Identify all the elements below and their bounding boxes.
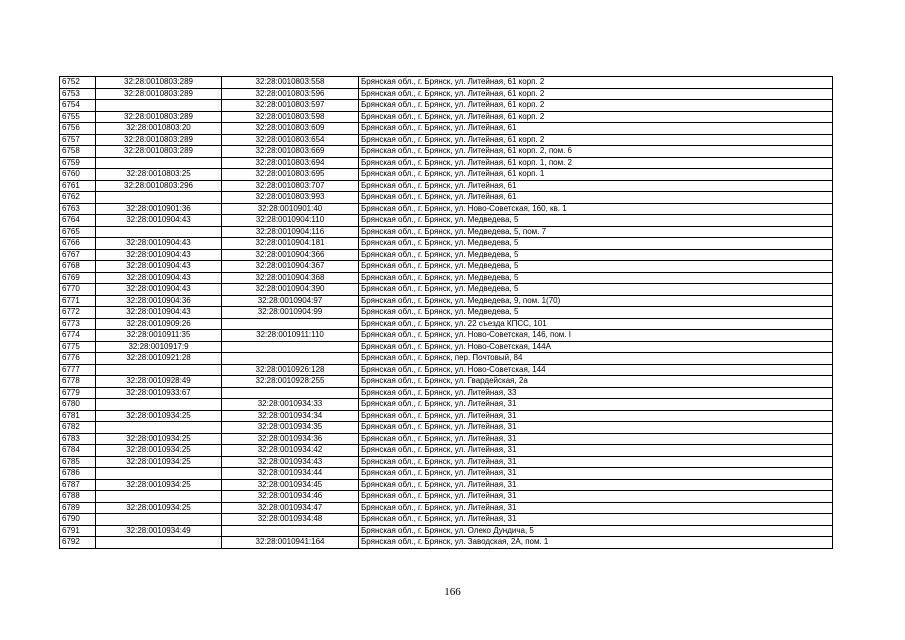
- row-number-cell: 6791: [60, 525, 96, 537]
- address-cell: Брянская обл., г. Брянск, ул. 22 съезда КПСС, 101: [359, 318, 833, 330]
- cadastral-number-cell: 32:28:0010904:390: [222, 284, 359, 296]
- parent-cadastral-number-cell: 32:28:0010911:35: [96, 330, 222, 342]
- address-cell: Брянская обл., г. Брянск, ул. Медведева, 5: [359, 215, 833, 227]
- cadastral-number-cell: 32:28:0010803:598: [222, 111, 359, 123]
- cadastral-number-cell: 32:28:0010803:654: [222, 134, 359, 146]
- row-number-cell: 6765: [60, 226, 96, 238]
- address-cell: Брянская обл., г. Брянск, ул. Медведева, 5: [359, 249, 833, 261]
- parent-cadastral-number-cell: [96, 226, 222, 238]
- address-cell: Брянская обл., г. Брянск, ул. Литейная, 61 корп. 2: [359, 77, 833, 89]
- table-row: [60, 249, 833, 261]
- row-number-cell: 6757: [60, 134, 96, 146]
- row-number-cell: 6777: [60, 364, 96, 376]
- table-row: [60, 491, 833, 503]
- parent-cadastral-number-cell: 32:28:0010803:20: [96, 123, 222, 135]
- cadastral-number-cell: 32:28:0010934:43: [222, 456, 359, 468]
- address-cell: Брянская обл., г. Брянск, ул. Литейная, 31: [359, 410, 833, 422]
- table-row: [60, 203, 833, 215]
- cadastral-number-cell: 32:28:0010803:558: [222, 77, 359, 89]
- row-number-cell: 6783: [60, 433, 96, 445]
- address-cell: Брянская обл., г. Брянск, ул. Литейная, 61 корп. 1: [359, 169, 833, 181]
- address-cell: Брянская обл., г. Брянск, ул. Медведева, 5: [359, 261, 833, 273]
- cadastral-number-cell: [222, 318, 359, 330]
- address-cell: Брянская обл., г. Брянск, ул. Литейная, 61: [359, 180, 833, 192]
- table-row: [60, 341, 833, 353]
- cadastral-number-cell: 32:28:0010934:48: [222, 514, 359, 526]
- parent-cadastral-number-cell: 32:28:0010928:49: [96, 376, 222, 388]
- row-number-cell: 6789: [60, 502, 96, 514]
- cadastral-number-cell: 32:28:0010904:367: [222, 261, 359, 273]
- row-number-cell: 6779: [60, 387, 96, 399]
- row-number-cell: 6784: [60, 445, 96, 457]
- row-number-cell: 6764: [60, 215, 96, 227]
- cadastral-number-cell: [222, 387, 359, 399]
- address-cell: Брянская обл., г. Брянск, ул. Медведева, 5: [359, 238, 833, 250]
- table-row: [60, 215, 833, 227]
- cadastral-number-cell: 32:28:0010803:669: [222, 146, 359, 158]
- cadastral-number-cell: 32:28:0010934:33: [222, 399, 359, 411]
- address-cell: Брянская обл., г. Брянск, ул. Медведева, 5: [359, 272, 833, 284]
- address-cell: Брянская обл., г. Брянск, ул. Литейная, 61 корп. 2: [359, 111, 833, 123]
- parent-cadastral-number-cell: 32:28:0010904:36: [96, 295, 222, 307]
- property-table: [59, 76, 833, 549]
- row-number-cell: 6776: [60, 353, 96, 365]
- address-cell: Брянская обл., г. Брянск, ул. Ново-Советская, 144: [359, 364, 833, 376]
- parent-cadastral-number-cell: 32:28:0010904:43: [96, 249, 222, 261]
- cadastral-number-cell: 32:28:0010904:116: [222, 226, 359, 238]
- row-number-cell: 6785: [60, 456, 96, 468]
- table-row: [60, 169, 833, 181]
- cadastral-number-cell: 32:28:0010803:707: [222, 180, 359, 192]
- table-row: [60, 433, 833, 445]
- row-number-cell: 6759: [60, 157, 96, 169]
- table-row: [60, 330, 833, 342]
- row-number-cell: 6792: [60, 537, 96, 549]
- cadastral-number-cell: 32:28:0010904:181: [222, 238, 359, 250]
- parent-cadastral-number-cell: 32:28:0010901:36: [96, 203, 222, 215]
- cadastral-number-cell: 32:28:0010934:47: [222, 502, 359, 514]
- table-row: [60, 410, 833, 422]
- cadastral-number-cell: 32:28:0010911:110: [222, 330, 359, 342]
- address-cell: Брянская обл., г. Брянск, ул. Литейная, 31: [359, 514, 833, 526]
- parent-cadastral-number-cell: 32:28:0010933:67: [96, 387, 222, 399]
- row-number-cell: 6787: [60, 479, 96, 491]
- parent-cadastral-number-cell: 32:28:0010934:25: [96, 433, 222, 445]
- parent-cadastral-number-cell: [96, 364, 222, 376]
- address-cell: Брянская обл., г. Брянск, ул. Литейная, 31: [359, 433, 833, 445]
- address-cell: Брянская обл., г. Брянск, ул. Литейная, 31: [359, 491, 833, 503]
- cadastral-number-cell: 32:28:0010904:99: [222, 307, 359, 319]
- row-number-cell: 6790: [60, 514, 96, 526]
- page-number: 166: [444, 586, 461, 598]
- parent-cadastral-number-cell: 32:28:0010917:9: [96, 341, 222, 353]
- parent-cadastral-number-cell: 32:28:0010803:289: [96, 134, 222, 146]
- parent-cadastral-number-cell: 32:28:0010934:25: [96, 445, 222, 457]
- parent-cadastral-number-cell: 32:28:0010803:25: [96, 169, 222, 181]
- table-row: [60, 261, 833, 273]
- parent-cadastral-number-cell: 32:28:0010803:289: [96, 111, 222, 123]
- address-cell: Брянская обл., г. Брянск, ул. Медведева, 5: [359, 284, 833, 296]
- address-cell: Брянская обл., г. Брянск, ул. Литейная, 61 корп. 2: [359, 88, 833, 100]
- cadastral-number-cell: 32:28:0010928:255: [222, 376, 359, 388]
- table-row: [60, 307, 833, 319]
- table-row: [60, 123, 833, 135]
- address-cell: Брянская обл., г. Брянск, ул. Литейная, 31: [359, 502, 833, 514]
- parent-cadastral-number-cell: 32:28:0010904:43: [96, 272, 222, 284]
- parent-cadastral-number-cell: 32:28:0010904:43: [96, 238, 222, 250]
- table-row: [60, 376, 833, 388]
- address-cell: Брянская обл., г. Брянск, ул. Литейная, 31: [359, 445, 833, 457]
- parent-cadastral-number-cell: 32:28:0010803:296: [96, 180, 222, 192]
- row-number-cell: 6774: [60, 330, 96, 342]
- table-row: [60, 537, 833, 549]
- cadastral-number-cell: 32:28:0010934:45: [222, 479, 359, 491]
- row-number-cell: 6767: [60, 249, 96, 261]
- table-row: [60, 353, 833, 365]
- parent-cadastral-number-cell: 32:28:0010934:25: [96, 502, 222, 514]
- row-number-cell: 6780: [60, 399, 96, 411]
- table-row: [60, 100, 833, 112]
- address-cell: Брянская обл., г. Брянск, ул. Ново-Советская, 144А: [359, 341, 833, 353]
- table-row: [60, 134, 833, 146]
- table-row: [60, 111, 833, 123]
- cadastral-number-cell: 32:28:0010934:34: [222, 410, 359, 422]
- row-number-cell: 6768: [60, 261, 96, 273]
- row-number-cell: 6754: [60, 100, 96, 112]
- cadastral-number-cell: 32:28:0010934:42: [222, 445, 359, 457]
- parent-cadastral-number-cell: [96, 537, 222, 549]
- table-row: [60, 88, 833, 100]
- address-cell: Брянская обл., г. Брянск, ул. Медведева, 5: [359, 307, 833, 319]
- address-cell: Брянская обл., г. Брянск, ул. Литейная, 31: [359, 399, 833, 411]
- row-number-cell: 6788: [60, 491, 96, 503]
- table-row: [60, 295, 833, 307]
- cadastral-number-cell: 32:28:0010934:36: [222, 433, 359, 445]
- address-cell: Брянская обл., г. Брянск, ул. Медведева, 5, пом. 7: [359, 226, 833, 238]
- cadastral-number-cell: 32:28:0010941:164: [222, 537, 359, 549]
- table-row: [60, 468, 833, 480]
- address-cell: Брянская обл., г. Брянск, ул. Литейная, 61: [359, 123, 833, 135]
- cadastral-number-cell: 32:28:0010934:35: [222, 422, 359, 434]
- parent-cadastral-number-cell: [96, 192, 222, 204]
- address-cell: Брянская обл., г. Брянск, ул. Литейная, 61 корп. 2: [359, 134, 833, 146]
- table-row: [60, 238, 833, 250]
- cadastral-number-cell: 32:28:0010926:128: [222, 364, 359, 376]
- row-number-cell: 6775: [60, 341, 96, 353]
- table-row: [60, 226, 833, 238]
- table-row: [60, 180, 833, 192]
- parent-cadastral-number-cell: 32:28:0010909:26: [96, 318, 222, 330]
- parent-cadastral-number-cell: 32:28:0010904:43: [96, 261, 222, 273]
- table-row: [60, 284, 833, 296]
- row-number-cell: 6752: [60, 77, 96, 89]
- row-number-cell: 6756: [60, 123, 96, 135]
- table-row: [60, 387, 833, 399]
- parent-cadastral-number-cell: [96, 157, 222, 169]
- cadastral-number-cell: 32:28:0010934:44: [222, 468, 359, 480]
- table-row: [60, 525, 833, 537]
- parent-cadastral-number-cell: [96, 422, 222, 434]
- address-cell: Брянская обл., г. Брянск, ул. Литейная, 31: [359, 468, 833, 480]
- address-cell: Брянская обл., г. Брянск, ул. Ново-Советская, 160, кв. 1: [359, 203, 833, 215]
- parent-cadastral-number-cell: 32:28:0010803:289: [96, 88, 222, 100]
- address-cell: Брянская обл., г. Брянск, ул. Медведева, 9, пом. 1(70): [359, 295, 833, 307]
- table-row: [60, 514, 833, 526]
- table-row: [60, 272, 833, 284]
- address-cell: Брянская обл., г. Брянск, ул. Олеко Дундича, 5: [359, 525, 833, 537]
- address-cell: Брянская обл., г. Брянск, ул. Ново-Советская, 146, пом. I: [359, 330, 833, 342]
- row-number-cell: 6770: [60, 284, 96, 296]
- cadastral-number-cell: 32:28:0010803:597: [222, 100, 359, 112]
- parent-cadastral-number-cell: 32:28:0010904:43: [96, 307, 222, 319]
- address-cell: Брянская обл., г. Брянск, ул. Литейная, 61: [359, 192, 833, 204]
- parent-cadastral-number-cell: [96, 468, 222, 480]
- row-number-cell: 6773: [60, 318, 96, 330]
- row-number-cell: 6766: [60, 238, 96, 250]
- row-number-cell: 6762: [60, 192, 96, 204]
- table-row: [60, 157, 833, 169]
- table-row: [60, 445, 833, 457]
- parent-cadastral-number-cell: 32:28:0010803:289: [96, 146, 222, 158]
- cadastral-number-cell: 32:28:0010904:97: [222, 295, 359, 307]
- cadastral-number-cell: 32:28:0010904:368: [222, 272, 359, 284]
- table-row: [60, 479, 833, 491]
- cadastral-number-cell: 32:28:0010934:46: [222, 491, 359, 503]
- cadastral-number-cell: 32:28:0010904:366: [222, 249, 359, 261]
- row-number-cell: 6758: [60, 146, 96, 158]
- parent-cadastral-number-cell: 32:28:0010934:25: [96, 456, 222, 468]
- parent-cadastral-number-cell: [96, 491, 222, 503]
- table-row: [60, 318, 833, 330]
- cadastral-number-cell: [222, 341, 359, 353]
- address-cell: Брянская обл., г. Брянск, ул. Литейная, 31: [359, 422, 833, 434]
- address-cell: Брянская обл., г. Брянск, ул. Гвардейская, 2а: [359, 376, 833, 388]
- row-number-cell: 6786: [60, 468, 96, 480]
- address-cell: Брянская обл., г. Брянск, ул. Литейная, 33: [359, 387, 833, 399]
- row-number-cell: 6771: [60, 295, 96, 307]
- row-number-cell: 6753: [60, 88, 96, 100]
- cadastral-number-cell: [222, 353, 359, 365]
- address-cell: Брянская обл., г. Брянск, пер. Почтовый, 84: [359, 353, 833, 365]
- table-row: [60, 364, 833, 376]
- parent-cadastral-number-cell: 32:28:0010934:49: [96, 525, 222, 537]
- cadastral-number-cell: 32:28:0010803:993: [222, 192, 359, 204]
- address-cell: Брянская обл., г. Брянск, ул. Литейная, 61 корп. 1, пом. 2: [359, 157, 833, 169]
- table-row: [60, 146, 833, 158]
- address-cell: Брянская обл., г. Брянск, ул. Литейная, 61 корп. 2, пом. 6: [359, 146, 833, 158]
- row-number-cell: 6755: [60, 111, 96, 123]
- table-body: [60, 77, 833, 549]
- row-number-cell: 6778: [60, 376, 96, 388]
- table-row: [60, 399, 833, 411]
- cadastral-number-cell: 32:28:0010901:40: [222, 203, 359, 215]
- address-cell: Брянская обл., г. Брянск, ул. Литейная, 61 корп. 2: [359, 100, 833, 112]
- row-number-cell: 6772: [60, 307, 96, 319]
- row-number-cell: 6761: [60, 180, 96, 192]
- address-cell: Брянская обл., г. Брянск, ул. Литейная, 31: [359, 456, 833, 468]
- address-cell: Брянская обл., г. Брянск, ул. Литейная, 31: [359, 479, 833, 491]
- table-row: [60, 77, 833, 89]
- parent-cadastral-number-cell: 32:28:0010934:25: [96, 410, 222, 422]
- row-number-cell: 6763: [60, 203, 96, 215]
- cadastral-number-cell: 32:28:0010803:596: [222, 88, 359, 100]
- parent-cadastral-number-cell: 32:28:0010934:25: [96, 479, 222, 491]
- parent-cadastral-number-cell: 32:28:0010921:28: [96, 353, 222, 365]
- address-cell: Брянская обл., г. Брянск, ул. Заводская, 2А, пом. 1: [359, 537, 833, 549]
- row-number-cell: 6760: [60, 169, 96, 181]
- parent-cadastral-number-cell: [96, 100, 222, 112]
- table-row: [60, 422, 833, 434]
- row-number-cell: 6781: [60, 410, 96, 422]
- parent-cadastral-number-cell: 32:28:0010803:289: [96, 77, 222, 89]
- table-row: [60, 502, 833, 514]
- table-row: [60, 456, 833, 468]
- cadastral-number-cell: 32:28:0010803:694: [222, 157, 359, 169]
- table-row: [60, 192, 833, 204]
- parent-cadastral-number-cell: 32:28:0010904:43: [96, 215, 222, 227]
- cadastral-number-cell: 32:28:0010803:609: [222, 123, 359, 135]
- cadastral-number-cell: [222, 525, 359, 537]
- cadastral-number-cell: 32:28:0010803:695: [222, 169, 359, 181]
- parent-cadastral-number-cell: [96, 514, 222, 526]
- parent-cadastral-number-cell: [96, 399, 222, 411]
- row-number-cell: 6782: [60, 422, 96, 434]
- cadastral-number-cell: 32:28:0010904:110: [222, 215, 359, 227]
- row-number-cell: 6769: [60, 272, 96, 284]
- parent-cadastral-number-cell: 32:28:0010904:43: [96, 284, 222, 296]
